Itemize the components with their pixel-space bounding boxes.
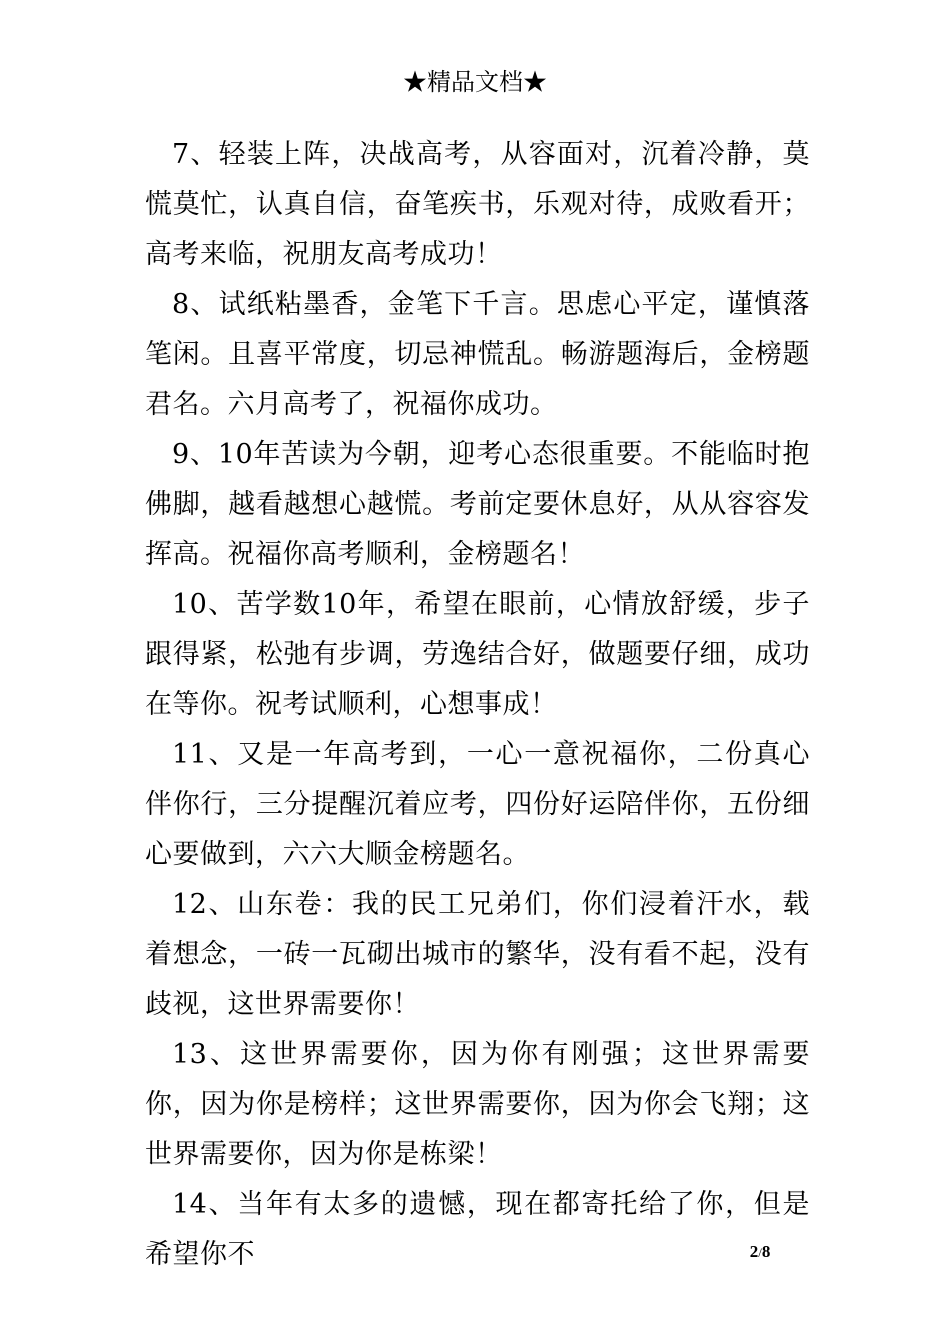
document-body	[145, 130, 810, 1280]
paragraph-11: 11、又是一年高考到，一心一意祝福你，二份真心伴你行，三分提醒沉着应考，四份好运陪伴你，五份细心要做到，六六大顺金榜题名。	[145, 739, 810, 870]
page-current: 2	[749, 1242, 759, 1261]
paragraph-13: 13、这世界需要你，因为你有刚强；这世界需要你，因为你是榜样；这世界需要你，因为你会飞翔；这世界需要你，因为你是栋梁！	[145, 1039, 810, 1170]
paragraph-10: 10、苦学数10年，希望在眼前，心情放舒缓，步子跟得紧，松弛有步调，劳逸结合好，做题要仔细，成功在等你。祝考试顺利，心想事成！	[145, 589, 810, 720]
paragraph-12: 12、山东卷：我的民工兄弟们，你们浸着汗水，载着想念，一砖一瓦砌出城市的繁华，没有看不起，没有歧视，这世界需要你！	[145, 889, 810, 1020]
paragraph-8: 8、试纸粘墨香，金笔下千言。思虑心平定，谨慎落笔闲。且喜平常度，切忌神慌乱。畅游题海后，金榜题君名。六月高考了，祝福你成功。	[145, 289, 810, 420]
page-separator: /	[758, 1245, 762, 1260]
paragraph-7: 7、轻装上阵，决战高考，从容面对，沉着冷静，莫慌莫忙，认真自信，奋笔疾书，乐观对待，成败看开；高考来临，祝朋友高考成功！	[145, 139, 810, 270]
page-number	[720, 1240, 800, 1265]
header-title: ★精品文档★	[403, 68, 547, 96]
document-header	[0, 64, 950, 100]
paragraph-9: 9、10年苦读为今朝，迎考心态很重要。不能临时抱佛脚，越看越想心越慌。考前定要休息好，从从容容发挥高。祝福你高考顺利，金榜题名！	[145, 439, 810, 570]
paragraph-14: 14、当年有太多的遗憾，现在都寄托给了你，但是希望你不	[145, 1189, 810, 1270]
page-total: 8	[761, 1242, 771, 1261]
